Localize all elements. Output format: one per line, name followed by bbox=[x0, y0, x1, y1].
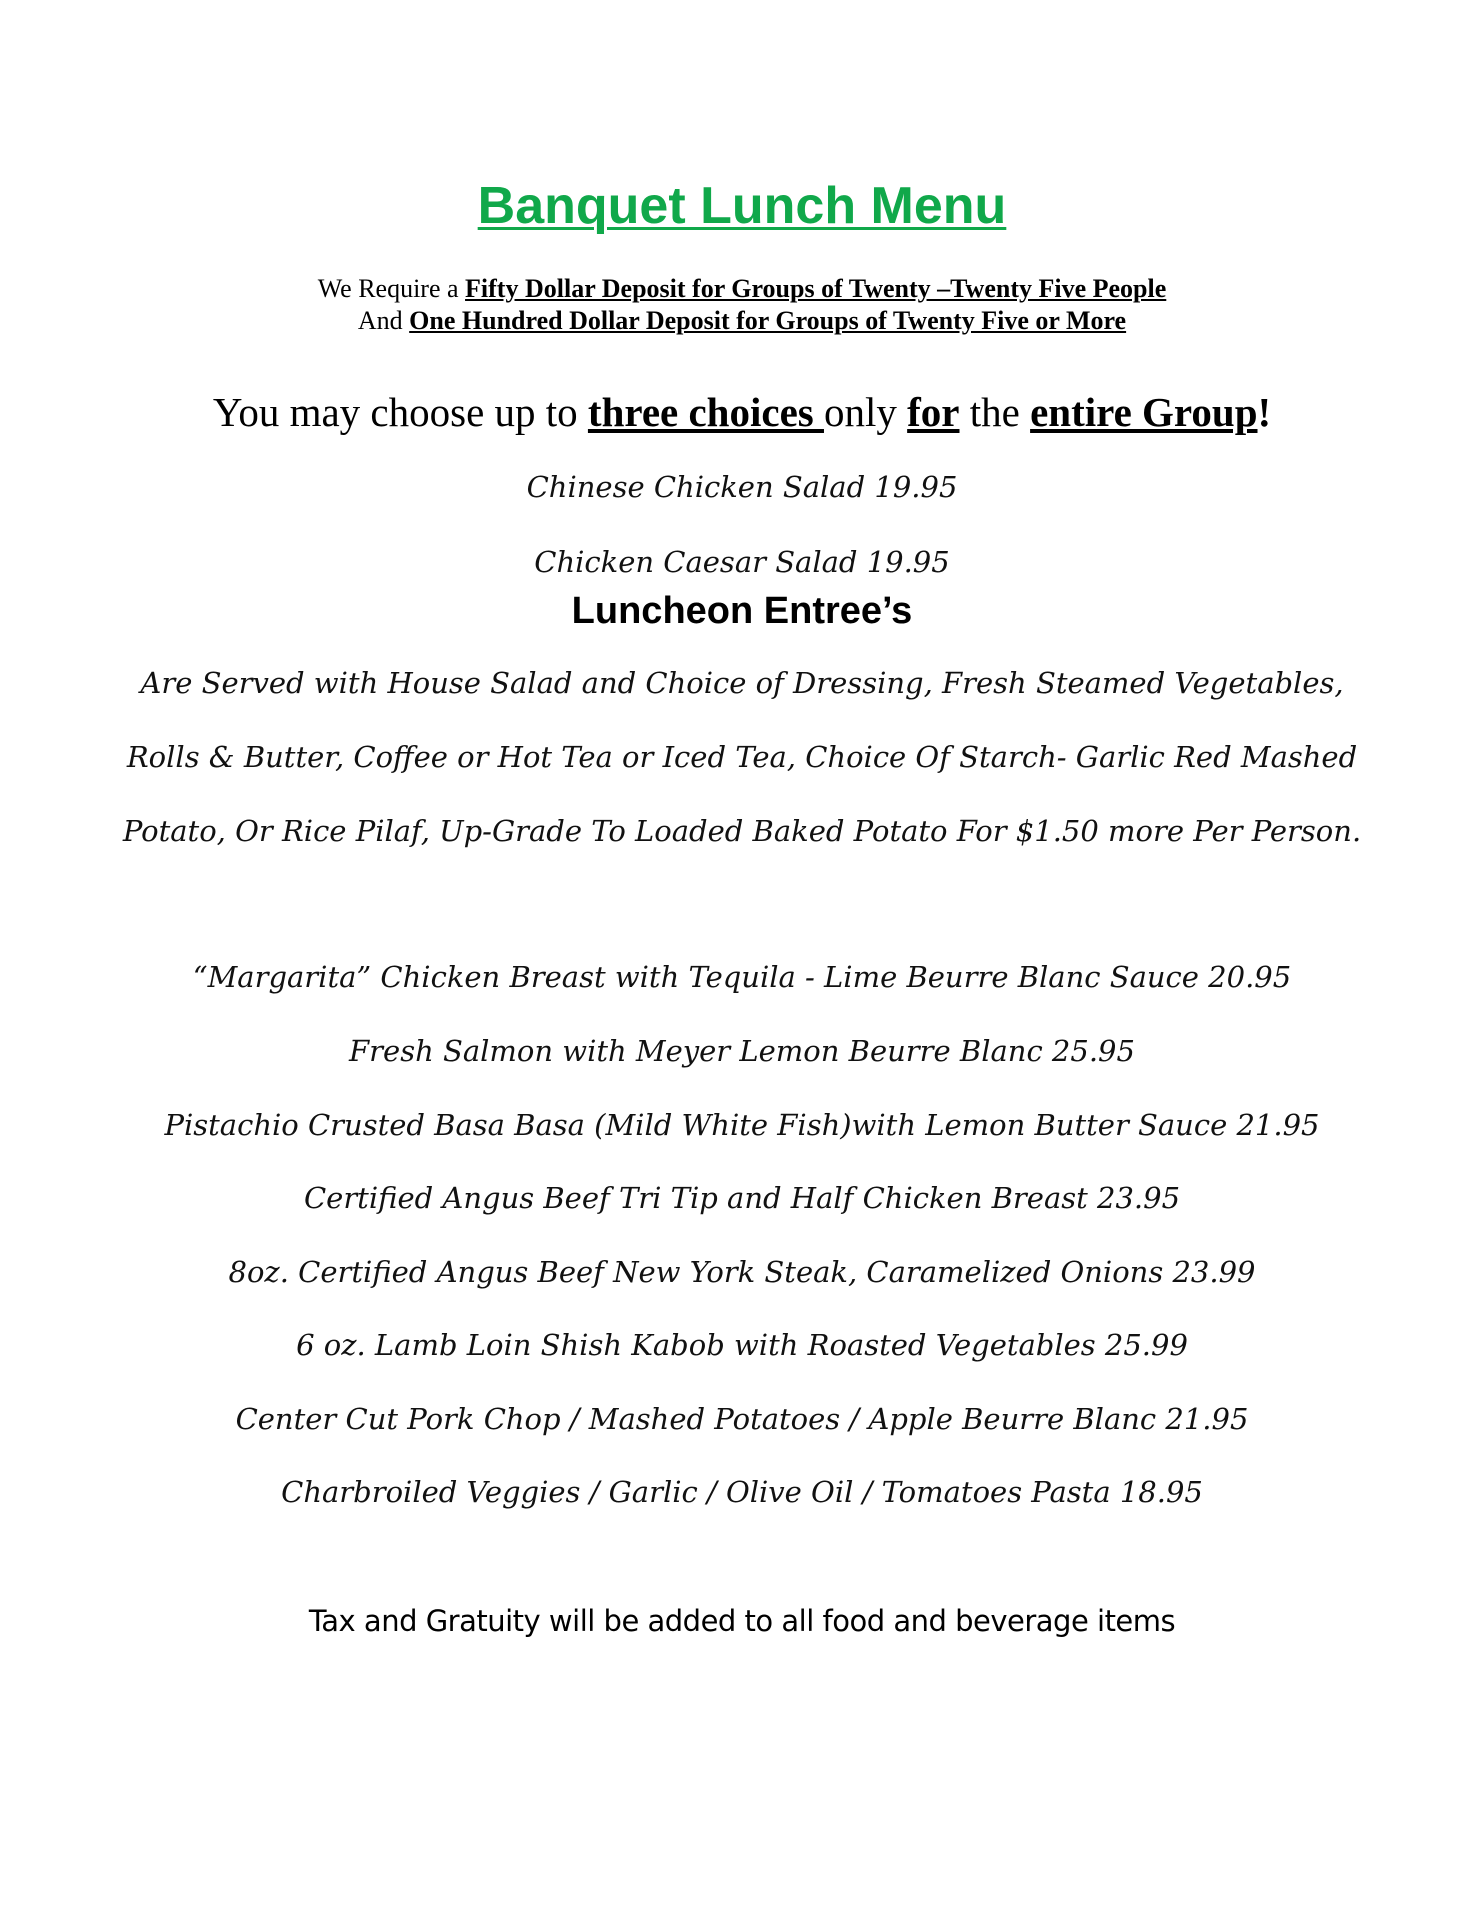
entree-description-line-1: Are Served with House Salad and Choice of Dressing, Fresh Steamed Vegetables, bbox=[140, 666, 1344, 700]
choice-part-6: entire Group bbox=[1030, 389, 1258, 435]
choice-part-7: ! bbox=[1257, 389, 1272, 435]
entree-heading: Luncheon Entree’s bbox=[571, 590, 913, 632]
choice-instruction bbox=[0, 388, 1484, 436]
choice-part-1: You may choose up to bbox=[212, 389, 588, 435]
entree-item-8: Charbroiled Veggies / Garlic / Olive Oil / Tomatoes Pasta 18.95 bbox=[281, 1475, 1203, 1509]
entree-item-5: 8oz. Certified Angus Beef New York Steak, Caramelized Onions 23.99 bbox=[228, 1255, 1256, 1289]
deposit-line-2-prefix: And bbox=[357, 306, 410, 335]
entree-item-1: “Margarita” Chicken Breast with Tequila - Lime Beurre Blanc Sauce 20.95 bbox=[192, 960, 1292, 994]
deposit-line-1-prefix: We Require a bbox=[317, 274, 466, 303]
choice-part-3: only bbox=[823, 389, 908, 435]
salad-item-1: Chinese Chicken Salad 19.95 bbox=[526, 470, 958, 504]
entree-description-line-3: Potato, Or Rice Pilaf, Up-Grade To Loaded Baked Potato For $1.50 more Per Person. bbox=[122, 814, 1362, 848]
entree-description-line-2: Rolls & Butter, Coffee or Hot Tea or Iced Tea, Choice Of Starch- Garlic Red Mashed bbox=[126, 740, 1358, 774]
entree-item-7: Center Cut Pork Chop / Mashed Potatoes / Apple Beurre Blanc 21.95 bbox=[235, 1402, 1249, 1436]
salad-item-2: Chicken Caesar Salad 19.95 bbox=[534, 545, 950, 579]
choice-part-2: three choices bbox=[587, 389, 824, 435]
choice-part-4: for bbox=[907, 389, 960, 435]
entree-item-3: Pistachio Crusted Basa Basa (Mild White Fish)with Lemon Butter Sauce 21.95 bbox=[164, 1108, 1320, 1142]
entree-item-4: Certified Angus Beef Tri Tip and Half Chicken Breast 23.95 bbox=[303, 1181, 1181, 1215]
choice-part-5: the bbox=[959, 389, 1031, 435]
entree-item-2: Fresh Salmon with Meyer Lemon Beurre Blanc 25.95 bbox=[349, 1034, 1135, 1068]
entree-item-6: 6 oz. Lamb Loin Shish Kabob with Roasted Vegetables 25.99 bbox=[296, 1328, 1188, 1362]
deposit-line-2 bbox=[0, 306, 1484, 336]
deposit-line-2-emphasis: One Hundred Dollar Deposit for Groups of Twenty Five or More bbox=[409, 306, 1127, 335]
page-title: Banquet Lunch Menu bbox=[477, 177, 1007, 235]
deposit-line-1 bbox=[0, 274, 1484, 304]
deposit-line-1-emphasis: Fifty Dollar Deposit for Groups of Twenty –Twenty Five People bbox=[465, 274, 1167, 303]
tax-gratuity-note: Tax and Gratuity will be added to all food and beverage items bbox=[308, 1604, 1176, 1638]
